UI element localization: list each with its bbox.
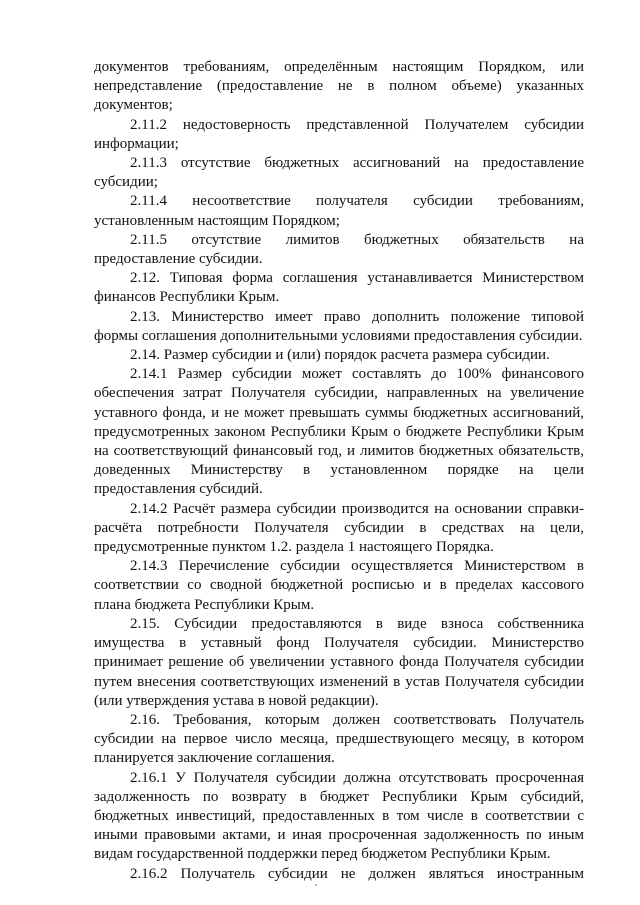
- paragraph: 2.16. Требования, которым должен соответствовать Получатель субсидии на первое число месяца, предшествующего месяцу, в котором планируется заключение соглашения.: [94, 711, 584, 767]
- paragraph: 2.11.3 отсутствие бюджетных ассигнований на предоставление субсидии;: [94, 155, 584, 191]
- paragraph: 2.13. Министерство имеет право дополнить положение типовой формы соглашения дополнительными условиями предоставления субсидии.: [94, 308, 584, 344]
- scan-speck: [315, 884, 317, 886]
- paragraph: 2.11.2 недостоверность представленной Получателем субсидии информации;: [94, 116, 584, 152]
- paragraph: 2.14.3 Перечисление субсидии осуществляется Министерством в соответствии со сводной бюджетной росписью и в пределах кассового плана бюджета Республики Крым.: [94, 558, 584, 613]
- paragraph: 2.14.2 Расчёт размера субсидии производится на основании справки-расчёта потребности Получателя субсидии в средствах на цели, предусмотренные пунктом 1.2. раздела 1 настоящего Порядка.: [94, 500, 584, 556]
- paragraph: 2.16.2 Получатель субсидии не должен являться иностранным: [130, 865, 584, 882]
- paragraph: документов требованиям, определённым настоящим Порядком, или непредставление (предоставление не в полном объеме) указанных документов;: [94, 59, 584, 114]
- paragraph: 2.11.5 отсутствие лимитов бюджетных обязательств на предоставление субсидии.: [94, 231, 584, 268]
- document-body: [94, 58, 584, 884]
- paragraph: 2.11.4 несоответствие получателя субсидии требованиям, установленным настоящим Порядком;: [94, 193, 584, 229]
- paragraph: 2.16.1 У Получателя субсидии должна отсутствовать просроченная задолженность по возврату в бюджет Республики Крым субсидий, бюджетных инвестиций, предоставленных в том числе в соответствии с иными правовыми актами, и иная просроченная задолженность по иным видам государственной поддержки перед бюджетом Республики Крым.: [94, 769, 584, 863]
- paragraph: 2.14.1 Размер субсидии может составлять до 100% финансового обеспечения затрат Получателя субсидии, направленных на увеличение уставного фонда, и не может превышать суммы бюджетных ассигнований, предусмотренных законом Республики Крым о бюджете Республики Крым на соответствующий финансовый год, и лимитов бюджетных обязательств, доведенных Министерству в установленном порядке на цели предоставления субсидий.: [94, 366, 584, 498]
- paragraph: 2.14. Размер субсидии и (или) порядок расчета размера субсидии.: [130, 347, 550, 364]
- paragraph: 2.12. Типовая форма соглашения устанавливается Министерством финансов Республики Крым.: [94, 270, 584, 306]
- paragraph: 2.15. Субсидии предоставляются в виде взноса собственника имущества в уставный фонд Получателя субсидии. Министерство принимает решение об увеличении уставного фонда Получателя субсидии путем внесения соответствующих изменений в устав Получателя субсидии (или утверждения устава в новой редакции).: [94, 615, 584, 709]
